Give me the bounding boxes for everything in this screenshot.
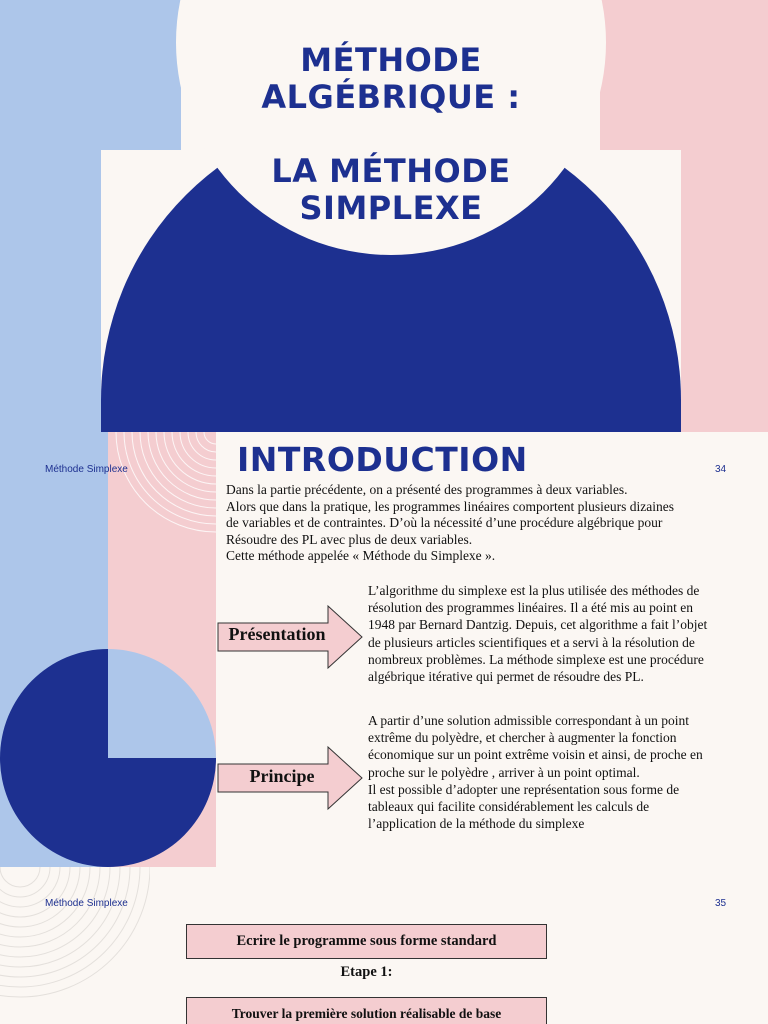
decor-concentric-rings <box>0 867 150 1024</box>
decor-blue-panel <box>0 0 101 432</box>
title-line: ALGÉBRIQUE : <box>261 78 521 116</box>
slide-1-title <box>176 42 606 227</box>
principe-line: Il est possible d’adopter une représentation sous forme de <box>368 781 680 797</box>
title-spacer <box>176 116 606 153</box>
decor-blue-panel-top <box>101 0 181 150</box>
presentation-line: 1948 par Bernard Dantzig. Depuis, cet algorithme a fait l’objet <box>368 617 708 633</box>
slide-footer: Méthode Simplexe <box>45 898 128 909</box>
intro-line: de variables et de contraintes. D’où la nécessité d’une procédure algébrique pour <box>226 515 663 530</box>
slide-1 <box>0 0 768 432</box>
etape-label: Etape 1: <box>340 964 393 980</box>
principe-line: A partir d’une solution admissible correspondant à un point <box>368 713 689 728</box>
principe-line: proche sur le polyèdre , arriver à un point optimal. <box>368 764 640 780</box>
presentation-label: Présentation <box>228 624 326 644</box>
principe-text <box>368 712 758 832</box>
presentation-line: nombreux problèmes. La méthode simplexe est une procédure <box>368 651 704 667</box>
step-box: Ecrire le programme sous forme standard <box>186 924 547 959</box>
principe-line: l’application de la méthode du simplexe <box>368 816 585 832</box>
page-number: 34 <box>715 464 727 475</box>
title-line: LA MÉTHODE <box>271 152 511 190</box>
intro-line: Cette méthode appelée « Méthode du Simplexe ». <box>226 548 496 563</box>
intro-line: Alors que dans la pratique, les programmes linéaires comportent plusieurs dizaines <box>226 498 674 514</box>
intro-line: Dans la partie précédente, on a présenté des programmes à deux variables. <box>226 482 628 497</box>
presentation-line: de plusieurs articles scientifiques et a servi à la résolution de <box>368 634 695 650</box>
presentation-line: résolution des programmes linéaires. Il a été mis au point en <box>368 600 694 616</box>
slide-3 <box>0 867 768 1024</box>
slide-2 <box>0 432 768 867</box>
step-box: Trouver la première solution réalisable de base <box>186 997 547 1024</box>
principe-line: tableaux qui facilite considérablement les calculs de <box>368 799 650 815</box>
decor-pink-panel <box>681 0 768 432</box>
decor-pie-shape <box>0 649 216 867</box>
presentation-line: algébrique itérative qui permet de résoudre des PL. <box>368 669 644 685</box>
intro-paragraph <box>226 482 746 565</box>
principe-line: économique sur un point extrême voisin et ainsi, de proche en <box>368 747 703 763</box>
page-number: 35 <box>715 898 727 909</box>
slide-2-title: INTRODUCTION <box>237 440 528 479</box>
presentation-text <box>368 582 758 685</box>
decor-pink-panel-top <box>600 0 681 150</box>
decor-concentric-rings <box>108 432 216 542</box>
title-line: SIMPLEXE <box>299 189 483 227</box>
principe-line: extrême du polyèdre, et chercher à augmenter la fonction <box>368 730 677 746</box>
presentation-line: L’algorithme du simplexe est la plus utilisée des méthodes de <box>368 583 700 598</box>
title-line: MÉTHODE <box>300 41 482 79</box>
intro-line: Résoudre des PL avec plus de deux variables. <box>226 531 473 547</box>
slide-footer: Méthode Simplexe <box>45 464 128 475</box>
principe-label: Principe <box>249 766 315 786</box>
